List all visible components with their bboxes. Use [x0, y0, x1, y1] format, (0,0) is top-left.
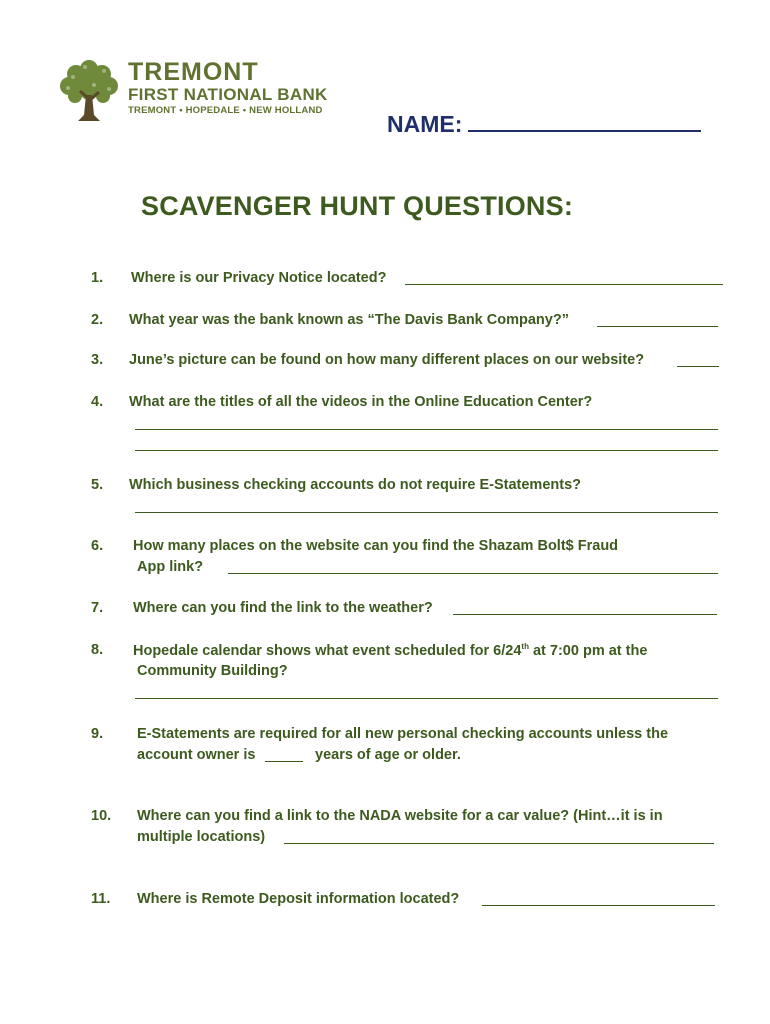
name-field [387, 108, 701, 138]
question-text: years of age or older. [315, 747, 461, 763]
age-blank[interactable] [265, 749, 303, 762]
question-number: 7. [91, 600, 104, 616]
question-number: 5. [91, 477, 104, 493]
question-text: Which business checking accounts do not require E-Statements? [129, 477, 581, 493]
question-text: Community Building? [137, 663, 288, 679]
answer-line[interactable] [135, 429, 718, 430]
question-text: E-Statements are required for all new personal checking accounts unless the [137, 726, 669, 742]
question-text: Where is our Privacy Notice located? [131, 270, 387, 286]
name-label: NAME: [387, 111, 463, 137]
logo-subtitle: FIRST NATIONAL BANK [128, 85, 328, 104]
answer-line[interactable] [597, 326, 718, 327]
question-text: How many places on the website can you find the Shazam Bolt$ Fraud [133, 538, 619, 554]
logo-wordmark [128, 59, 328, 118]
question-text: Where can you find the link to the weather? [133, 600, 433, 616]
question-number: 3. [91, 352, 104, 368]
question-text: multiple locations) [137, 829, 266, 845]
question-text: account owner is [137, 747, 256, 763]
answer-line[interactable] [135, 450, 718, 451]
question-number: 9. [91, 726, 104, 742]
bank-logo [58, 55, 368, 125]
logo-title: TREMONT [128, 58, 259, 86]
tree-icon [58, 55, 120, 123]
answer-line[interactable] [135, 698, 718, 699]
question-text: June’s picture can be found on how many different places on our website? [129, 352, 645, 368]
answer-line[interactable] [405, 284, 723, 285]
question-number: 4. [91, 394, 104, 410]
question-text: Where is Remote Deposit information located? [137, 891, 460, 907]
answer-line[interactable] [228, 573, 718, 574]
question-number: 8. [91, 642, 104, 658]
question-number: 2. [91, 312, 104, 328]
question-number: 11. [91, 891, 111, 907]
page-title: SCAVENGER HUNT QUESTIONS: [141, 191, 574, 221]
answer-line[interactable] [677, 366, 719, 367]
answer-line[interactable] [453, 614, 717, 615]
question-number: 10. [91, 808, 112, 824]
question-number: 6. [91, 538, 104, 554]
logo-towns: TREMONT • HOPEDALE • NEW HOLLAND [128, 105, 323, 116]
name-blank[interactable] [468, 108, 701, 132]
answer-line[interactable] [135, 512, 718, 513]
question-text: Where can you find a link to the NADA website for a car value? (Hint…it is in [137, 808, 663, 824]
answer-line[interactable] [482, 905, 715, 906]
question-text: Hopedale calendar shows what event scheduled for 6/24th at 7:00 pm at the [133, 642, 648, 659]
question-text: What are the titles of all the videos in the Online Education Center? [129, 394, 593, 410]
question-text: App link? [137, 559, 204, 575]
question-number: 1. [91, 270, 104, 286]
question-text: What year was the bank known as “The Davis Bank Company?” [129, 312, 569, 328]
answer-line[interactable] [284, 843, 714, 844]
